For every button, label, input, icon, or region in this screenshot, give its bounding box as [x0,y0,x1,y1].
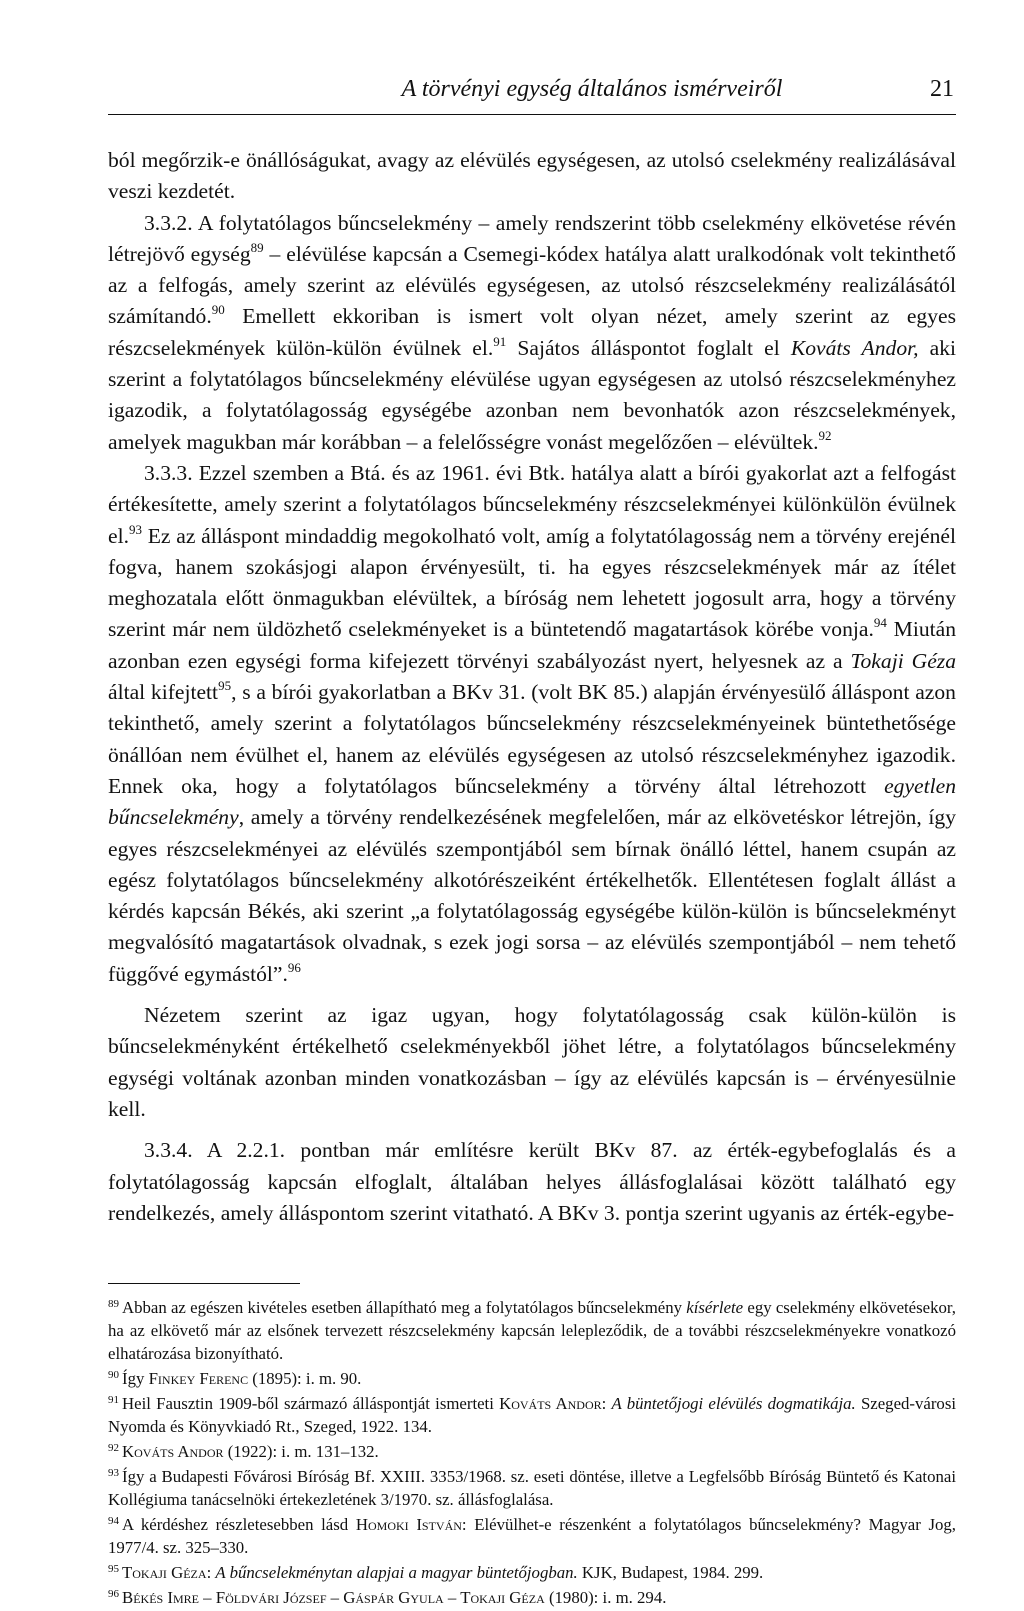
footnotes [108,1296,956,1609]
paragraph-3-3-2: 3.3.2. A folytatólagos bűncselekmény – amely rendszerint több cselekmény elkövetése révén létrejövő egység$^{89}$ – elévülése kapcsán a Csemegi-kódex hatálya alatt uralkodónak volt tekinthető az a felfogás, amely szerint az elévülés egységesen, az utolsó részcselekmény realizálásától számítandó.$^{90}$ Emellett ekkoriban is ismert volt olyan nézet, amely szerint az egyes részcselekmények külön-külön évülnek el.$^{91}$ Sajátos álláspontot foglalt el Kováts Andor, aki szerint a folytatólagos bűncselekmény elévülése ugyan egységesen az utolsó részcselekményhez igazodik, a folytatólagosság egységébe azonban nem bevonhatók azon részcselekmények, amelyek magukban már korábban – a felelősségre vonást megelőzően – elévültek.$^{92}$ [108,210,957,454]
footnote-95: $^{95}$ Tokaji Géza: A bűncselekménytan alapjai a magyar büntetőjogban. KJK, Budapest, 1984. 299. [108,1563,764,1583]
footnote-93: $^{93}$ Így a Budapesti Fővárosi Bíróság Bf. XXIII. 3353/1968. sz. eseti döntése, illetve a Legfelsőbb Bíróság Büntető és Katonai Kollégiuma tanácselnöki értekezletének 3/1970. sz. állásfoglalása. [108,1467,956,1510]
footnote-ref-89[interactable]: 89 [250,239,264,255]
running-title: A törvényi egység általános ismérveiről [401,76,783,102]
author-name: Kováts Andor, [790,335,919,360]
paragraph-3-3-3: 3.3.3. Ezzel szemben a Btá. és az 1961. évi Btk. hatálya alatt a bírói gyakorlat azt a felfogást értékesítette, amely szerint a folytatólagos bűncselekmény részcselekményei különkülön évülnek el.$^{93}$ Ez az álláspont mindaddig megokolható volt, amíg a folytatólagosság nem a törvény erejénél fogva, hanem szokásjogi alapon érvényesült, ti. ha egyes részcselekmények már az ítélet meghozatala előtt önmagukban elévültek, a bíróság nem lehetett jogosult arra, hogy a törvény szerint már nem üldözhető cselekményeket is a büntetendő magatartások körébe vonja.$^{94}$ Miután azonban ezen egységi forma kifejezett törvényi szabályozást nyert, helyesnek az a Tokaji Géza által kifejtett$^{95}$, s a bírói gyakorlatban a BKv 31. (volt BK 85.) alapján érvényesülő álláspont azon tekinthető, amely szerint a folytatólagos bűncselekmény részcselekményeinek büntethetősége önállóan nem évülhet el, hanem az elévülés egységesen az utolsó részcselekményhez igazodik. Ennek oka, hogy a folytatólagos bűncselekmény a törvény által létrehozott egyetlen bűncselekmény, amely a törvény rendelkezésének megfelelően, már az elkövetéskor létrejön, így egyes részcselekményei az elévülés szempontjából sem bírnak önálló léttel, hanem csupán az egész folytatólagos bűncselekmény alkotórészeiként értékelhetők. Ellentétesen foglalt állást a kérdés kapcsán Békés, aki szerint „a folytatólagosság egységébe külön-külön is bűncselekményt megvalósító magatartások olvadnak, s ezek jogi sorsa – az elévülés szempontjából – nem tehető függővé egymástól”.$^{96}$ [108,460,957,986]
footnote-96: $^{96}$ Békés Imre – Földvári József – Gáspár Gyula – Tokaji Géza (1980): i. m. 294. [108,1588,667,1608]
footnote-ref-91[interactable]: 91 [493,333,507,349]
footnote-ref-96[interactable]: 96 [287,959,301,975]
running-header [108,70,956,115]
footnote-92: $^{92}$ Kováts Andor (1922): i. m. 131–132. [108,1442,379,1462]
footnote-90: $^{90}$ Így Finkey Ferenc (1895): i. m. 90. [108,1369,362,1389]
paragraph-3-3-4: 3.3.4. A 2.2.1. pontban már említésre került BKv 87. az érték-egybefoglalás és a folytatólagosság kapcsán elfoglalt, általában helyes állásfoglalásai között található egy rendelkezés, amely álláspontom szerint vitatható. A BKv 3. pontja szerint ugyanis az érték-egybe- [108,1138,956,1225]
footnote-ref-92[interactable]: 92 [818,427,832,443]
footnote-ref-93[interactable]: 93 [128,521,142,537]
author-name: Tokaji Géza [850,648,956,673]
footnote-94: $^{94}$ A kérdéshez részletesebben lásd Homoki István: Elévülhet-e részenként a folytatólagos bűncselekmény? Magyar Jog, 1977/4. sz. 325–330. [108,1515,956,1558]
footnote-ref-95[interactable]: 95 [218,678,232,694]
page-number: 21 [930,76,954,102]
footnote-ref-94[interactable]: 94 [873,615,887,631]
footnote-ref-90[interactable]: 90 [211,302,225,318]
paragraph-1: ból megőrzik-e önállóságukat, avagy az elévülés egységesen, az utolsó cselekmény realizálásával veszi kezdetét. [108,148,956,204]
book-page [108,70,956,1611]
emphasis: egyetlen bűncselekmény [108,773,956,830]
footnote-separator [108,1283,300,1284]
footnote-91: $^{91}$ Heil Fausztin 1909-ből származó álláspontját ismerteti Kováts Andor: A büntetőjogi elévülés dogmatikája. Szeged-városi Nyomda és Könyvkiadó Rt., Szeged, 1922. 134. [108,1394,957,1437]
footnote-89: $^{89}$ Abban az egészen kivételes esetben állapítható meg a folytatólagos bűncselekmény kísérlete egy cselekmény elkövetésekor, ha az elkövető már az elsőnek tervezett részcselekmény kapcsán lelepleződik, de a további részcselekményekre vonatkozó elhatározása bizonyítható. [108,1298,956,1364]
body-text [108,145,956,1229]
paragraph-opinion: Nézetem szerint az igaz ugyan, hogy folytatólagosság csak külön-külön is bűncselekményként értékelhető cselekményekből jöhet létre, a folytatólagos bűncselekmény egységi voltának azonban minden vonatkozásban – így az elévülés kapcsán is – érvényesülnie kell. [108,1003,956,1121]
